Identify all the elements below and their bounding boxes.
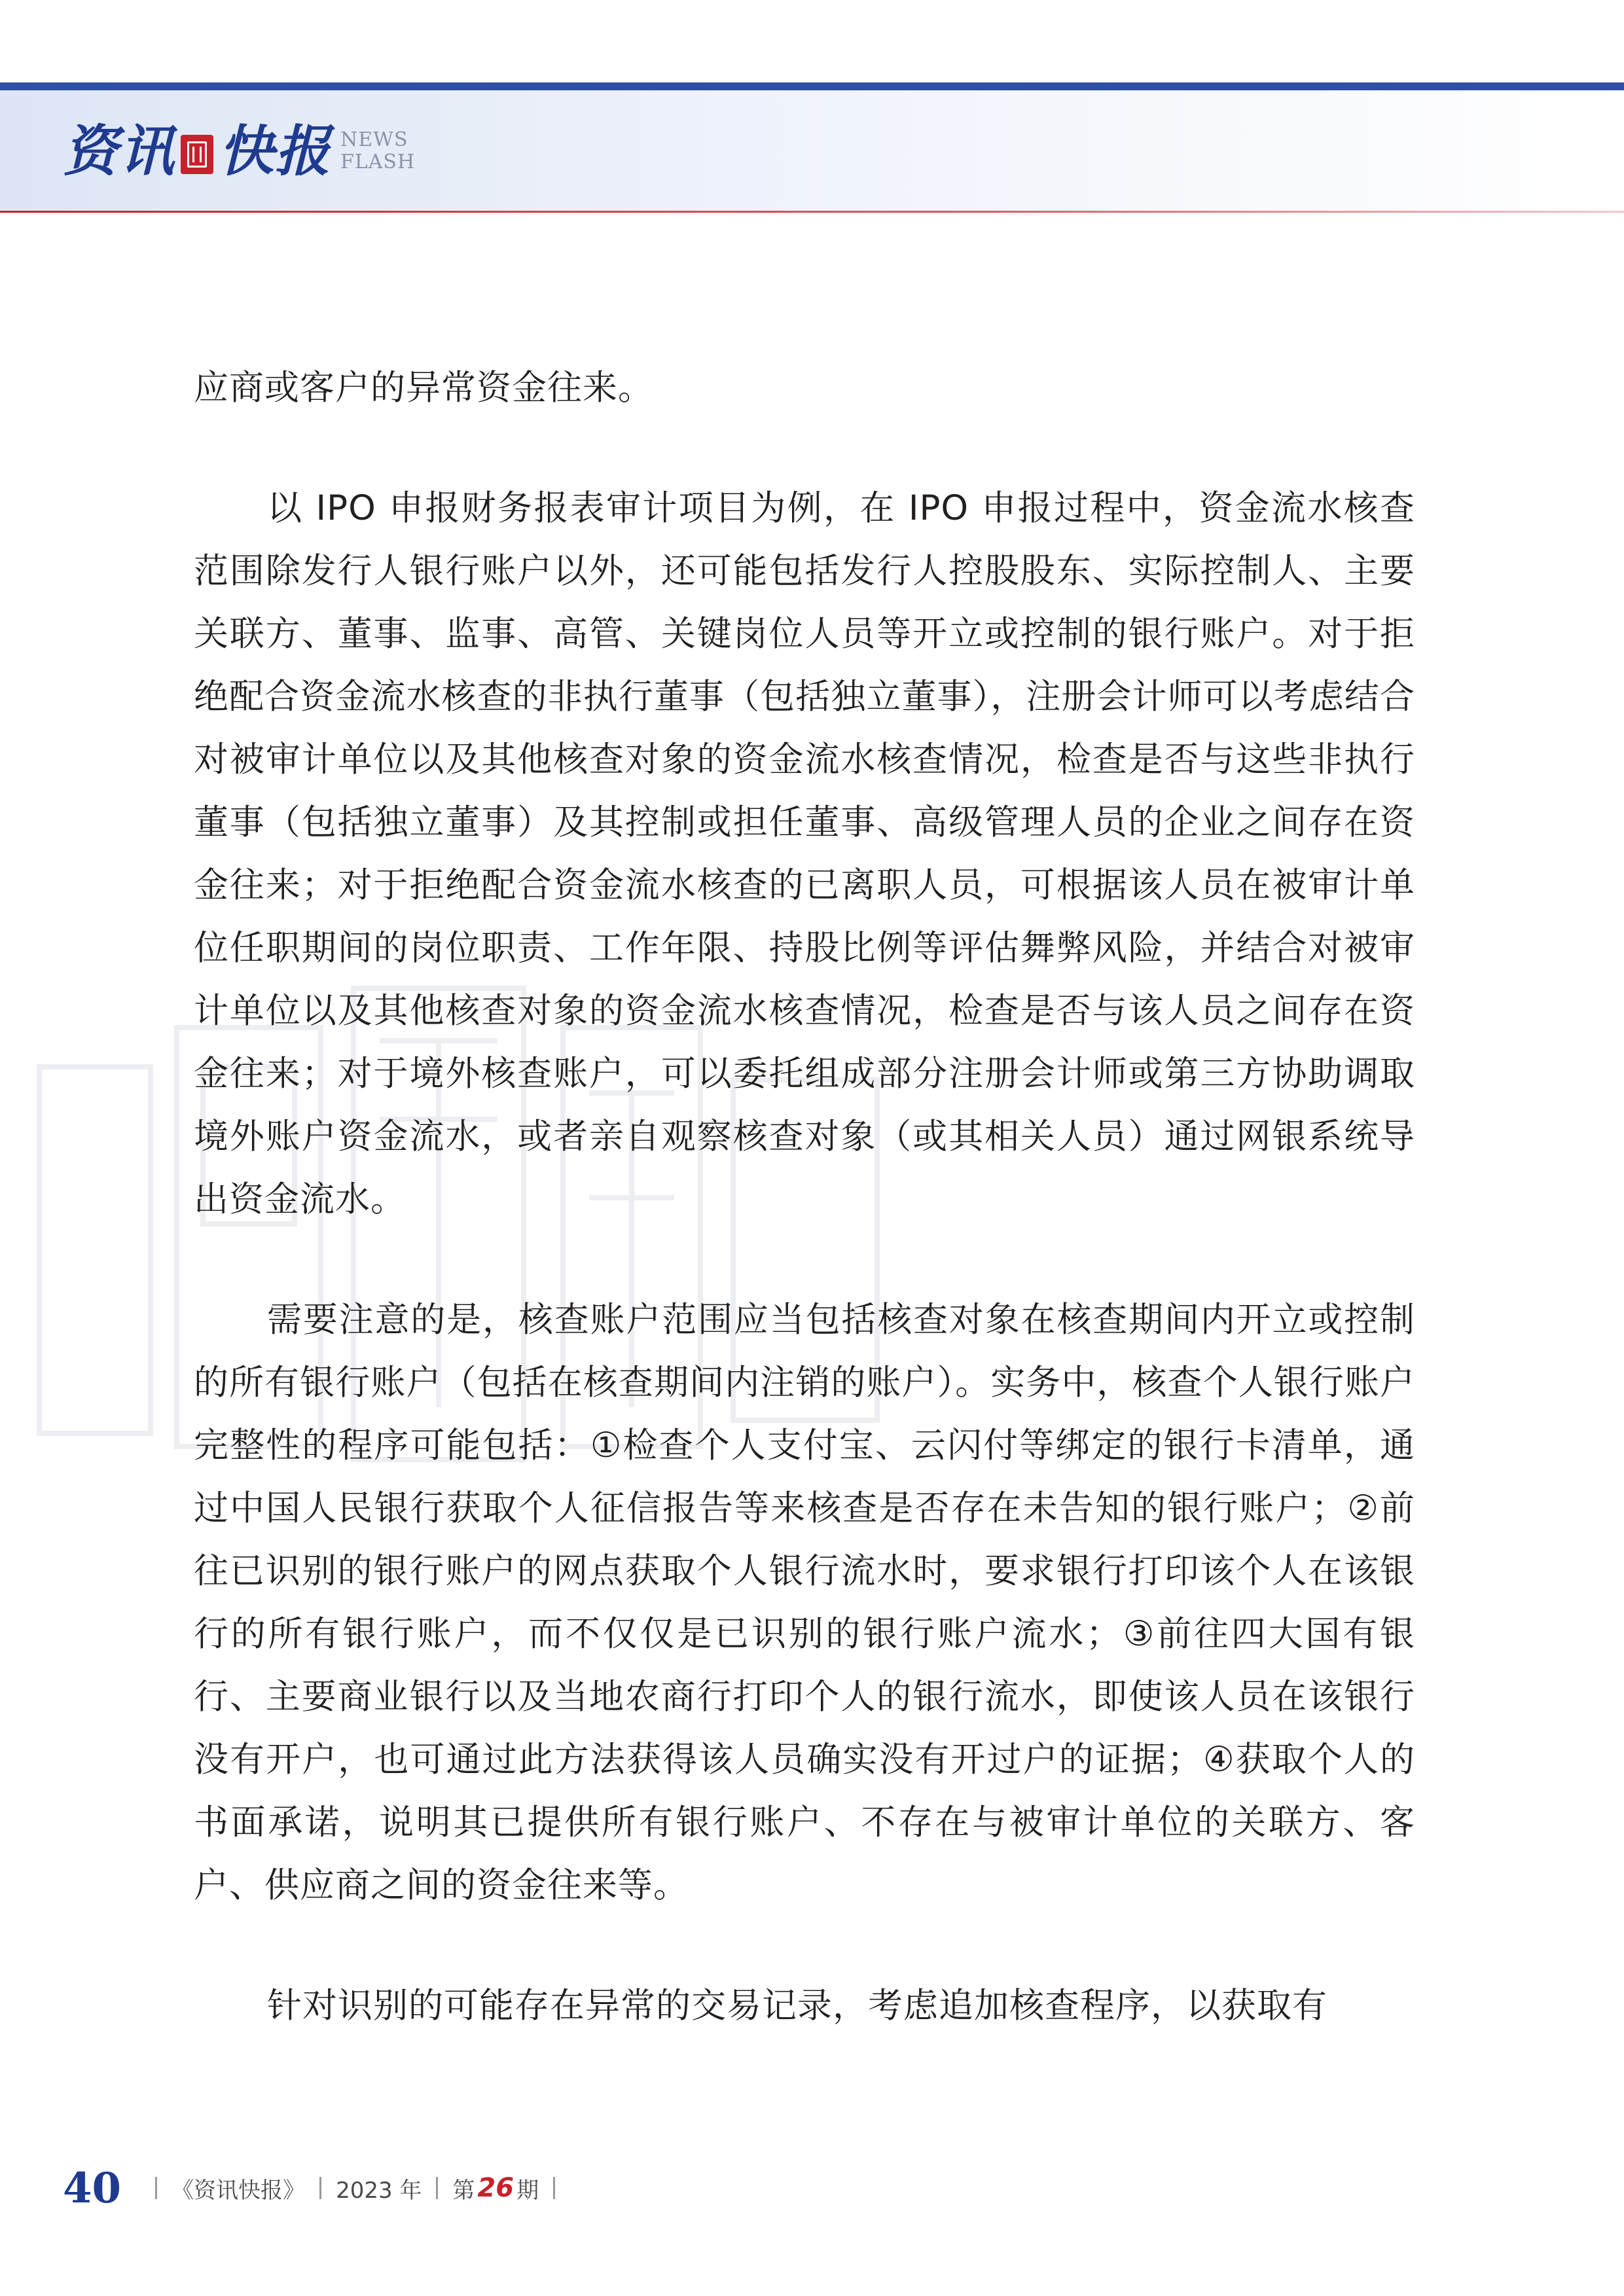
footer-divider [319, 2177, 321, 2199]
header-top-rule [0, 82, 1624, 90]
paragraph-gap [194, 420, 1415, 477]
footer-issue [452, 2172, 539, 2204]
paragraph-gap [194, 1231, 1415, 1289]
footer-divider [155, 2177, 157, 2199]
seal-icon [181, 135, 213, 174]
article-body [194, 357, 1415, 2037]
page-number: 40 [63, 2163, 122, 2213]
paragraph-ipo-scope: 以 IPO 申报财务报表审计项目为例，在 IPO 申报过程中，资金流水核查范围除发行人银行账户以外，还可能包括发行人控股股东、实际控制人、主要关联方、董事、监事、高管、关键岗位人员等开立或控制的银行账户。对于拒绝配合资金流水核查的非执行董事（包括独立董事），注册会计师可以考虑结合对被审计单位以及其他核查对象的资金流水核查情况，检查是否与这些非执行董事（包括独立董事）及其控制或担任董事、高级管理人员的企业之间存在资金往来；对于拒绝配合资金流水核查的已离职人员，可根据该人员在被审计单位任职期间的岗位职责、工作年限、持股比例等评估舞弊风险，并结合对被审计单位以及其他核查对象的资金流水核查情况，检查是否与该人员之间存在资金往来；对于境外核查账户，可以委托组成部分注册会计师或第三方协助调取境外账户资金流水，或者亲自观察核查对象（或其相关人员）通过网银系统导出资金流水。 [194, 488, 1415, 1219]
logo-english-line2: FLASH [340, 151, 416, 173]
logo-text-part2: 快报 [219, 118, 332, 183]
issue-prefix: 第 [452, 2177, 475, 2204]
issue-suffix: 期 [516, 2177, 539, 2204]
footer-publication: 《资讯快报》 [171, 2177, 306, 2204]
paragraph-gap [194, 1917, 1415, 1975]
logo-english-line1: NEWS [340, 128, 408, 151]
footer-year: 2023 年 [336, 2177, 422, 2204]
footer-divider [436, 2177, 438, 2199]
paragraph-account-completeness: 需要注意的是，核查账户范围应当包括核查对象在核查期间内开立或控制的所有银行账户（包括在核查期间内注销的账户）。实务中，核查个人银行账户完整性的程序可能包括：①检查个人支付宝、云闪付等绑定的银行卡清单，通过中国人民银行获取个人征信报告等来核查是否存在未告知的银行账户；②前往已识别的银行账户的网点获取个人银行流水时，要求银行打印该个人在该银行的所有银行账户，而不仅仅是已识别的银行账户流水；③前往四大国有银行、主要商业银行以及当地农商行打印个人的银行流水，即使该人员在该银行没有开户，也可通过此方法获得该人员确实没有开过户的证据；④获取个人的书面承诺，说明其已提供所有银行账户、不存在与被审计单位的关联方、客户、供应商之间的资金往来等。 [194, 1300, 1415, 1905]
paragraph-continuation: 应商或客户的异常资金往来。 [194, 368, 653, 408]
logo-text-part1: 资讯 [63, 118, 176, 183]
footer-divider [553, 2177, 555, 2199]
logo-english [340, 129, 415, 173]
issue-number: 26 [477, 2173, 514, 2203]
paragraph-additional-procedures: 针对识别的可能存在异常的交易记录，考虑追加核查程序，以获取有 [267, 1986, 1327, 2026]
header-bottom-rule [0, 211, 1624, 213]
publication-logo [63, 115, 415, 187]
page-footer [63, 2159, 569, 2217]
